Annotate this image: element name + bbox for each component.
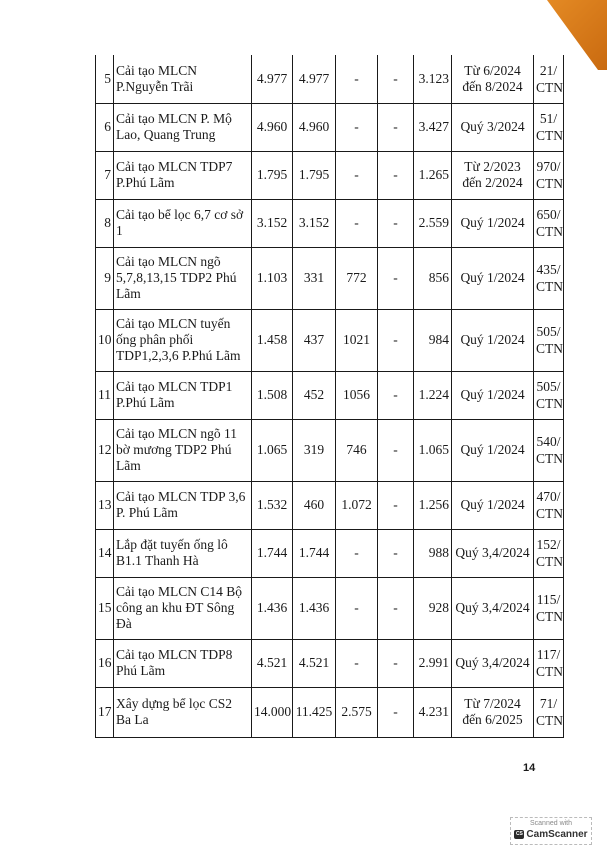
- value-col-3: -: [378, 199, 414, 247]
- total-value: 1.744: [252, 529, 293, 577]
- value-col-2: -: [336, 199, 378, 247]
- schedule-line: Quý 1/2024: [460, 332, 525, 347]
- value-col-1: 1.436: [293, 577, 336, 639]
- decision-line: 970/: [536, 159, 561, 174]
- value-col-1: 319: [293, 419, 336, 481]
- value-col-4: 2.559: [414, 199, 452, 247]
- decision-number: [534, 151, 564, 199]
- schedule-line: Quý 1/2024: [460, 442, 525, 457]
- value-col-1: 452: [293, 371, 336, 419]
- decision-line: CTN: [536, 451, 563, 466]
- schedule-line: Quý 3/2024: [460, 119, 525, 134]
- value-col-4: 928: [414, 577, 452, 639]
- decision-line: 21/: [539, 62, 558, 78]
- total-value: 1.065: [252, 419, 293, 481]
- decision-line: 650/: [536, 207, 561, 222]
- value-col-3: -: [378, 419, 414, 481]
- decision-number: [534, 687, 564, 737]
- total-value: 1.508: [252, 371, 293, 419]
- project-name: Cải tạo MLCN C14 Bộ công an khu ĐT Sông Đà: [114, 577, 252, 639]
- value-col-3: -: [378, 309, 414, 371]
- table-row: [96, 529, 564, 577]
- row-number: 13: [96, 481, 114, 529]
- schedule: [452, 199, 534, 247]
- schedule: [452, 529, 534, 577]
- total-value: 3.152: [252, 199, 293, 247]
- decision-number: [534, 419, 564, 481]
- total-value: 1.532: [252, 481, 293, 529]
- project-name: Cải tạo MLCN P. Mộ Lao, Quang Trung: [114, 103, 252, 151]
- decision-line: 115/: [536, 592, 561, 607]
- value-col-4: 1.265: [414, 151, 452, 199]
- decision-number: [534, 199, 564, 247]
- value-col-1: 11.425: [293, 687, 336, 737]
- decision-line: 152/: [536, 537, 561, 552]
- schedule-line: đến 6/2025: [462, 712, 523, 727]
- value-col-3: -: [378, 151, 414, 199]
- value-col-1: 4.960: [293, 103, 336, 151]
- value-col-3: -: [378, 371, 414, 419]
- value-col-4: 1.065: [414, 419, 452, 481]
- value-col-4: 988: [414, 529, 452, 577]
- total-value: 1.103: [252, 247, 293, 309]
- total-value: 1.436: [252, 577, 293, 639]
- decision-line: CTN: [536, 128, 563, 143]
- decision-number: [534, 55, 564, 103]
- value-col-3: -: [378, 687, 414, 737]
- row-number: 7: [96, 151, 114, 199]
- total-value: 4.521: [252, 639, 293, 687]
- value-col-3: -: [378, 639, 414, 687]
- value-col-4: 984: [414, 309, 452, 371]
- project-name: Cải tạo MLCN P.Nguyễn Trãi: [114, 55, 252, 103]
- decision-line: 505/: [536, 324, 561, 339]
- row-number: 14: [96, 529, 114, 577]
- value-col-2: 1056: [336, 371, 378, 419]
- schedule-line: Quý 1/2024: [460, 215, 525, 230]
- decision-line: CTN: [536, 396, 563, 411]
- decision-line: CTN: [536, 176, 563, 191]
- table-row: [96, 103, 564, 151]
- decision-line: 435/: [536, 262, 561, 277]
- decision-number: [534, 529, 564, 577]
- schedule: [452, 687, 534, 737]
- project-name: Cải tạo MLCN TDP7 P.Phú Lãm: [114, 151, 252, 199]
- value-col-1: 3.152: [293, 199, 336, 247]
- schedule-line: Quý 3,4/2024: [455, 545, 530, 560]
- row-number: 15: [96, 577, 114, 639]
- value-col-4: 3.123: [414, 55, 452, 103]
- total-value: 1.458: [252, 309, 293, 371]
- page-number: 14: [523, 762, 536, 774]
- table-row: [96, 199, 564, 247]
- decision-line: 117/: [536, 647, 561, 662]
- table-row: [96, 371, 564, 419]
- schedule-line: Từ 7/2024: [464, 696, 521, 711]
- schedule: [452, 481, 534, 529]
- schedule: [452, 55, 534, 103]
- value-col-2: 1.072: [336, 481, 378, 529]
- table-row: [96, 687, 564, 737]
- value-col-3: -: [378, 55, 414, 103]
- schedule-line: Quý 3,4/2024: [455, 655, 530, 670]
- decision-line: CTN: [536, 341, 563, 356]
- row-number: 10: [96, 309, 114, 371]
- project-name: Lắp đặt tuyến ống lô B1.1 Thanh Hà: [114, 529, 252, 577]
- decision-line: 71/: [539, 696, 558, 711]
- row-number: 8: [96, 199, 114, 247]
- decision-number: [534, 639, 564, 687]
- decision-line: CTN: [536, 664, 563, 679]
- decision-line: 470/: [536, 489, 561, 504]
- table-row: [96, 577, 564, 639]
- value-col-4: 856: [414, 247, 452, 309]
- value-col-1: 331: [293, 247, 336, 309]
- project-name: Cải tạo MLCN ngõ 5,7,8,13,15 TDP2 Phú Lãm: [114, 247, 252, 309]
- table-row: [96, 481, 564, 529]
- decision-line: CTN: [536, 554, 563, 569]
- row-number: 5: [96, 55, 114, 103]
- value-col-3: -: [378, 529, 414, 577]
- value-col-1: 4.521: [293, 639, 336, 687]
- table-row: [96, 151, 564, 199]
- decision-number: [534, 103, 564, 151]
- watermark-brand: CamScanner: [526, 829, 588, 840]
- schedule-line: đến 8/2024: [462, 78, 523, 94]
- value-col-2: -: [336, 103, 378, 151]
- value-col-1: 1.795: [293, 151, 336, 199]
- row-number: 16: [96, 639, 114, 687]
- schedule: [452, 103, 534, 151]
- schedule: [452, 151, 534, 199]
- row-number: 11: [96, 371, 114, 419]
- decision-number: [534, 371, 564, 419]
- schedule: [452, 577, 534, 639]
- decision-number: [534, 481, 564, 529]
- decision-line: 540/: [536, 434, 561, 449]
- value-col-2: 1021: [336, 309, 378, 371]
- project-name: Cải tạo MLCN ngõ 11 bờ mương TDP2 Phú Lãm: [114, 419, 252, 481]
- schedule: [452, 371, 534, 419]
- value-col-1: 4.977: [293, 55, 336, 103]
- value-col-2: 2.575: [336, 687, 378, 737]
- row-number: 12: [96, 419, 114, 481]
- table-row: [96, 247, 564, 309]
- decision-line: CTN: [536, 713, 563, 728]
- decision-number: [534, 577, 564, 639]
- value-col-1: 460: [293, 481, 336, 529]
- decision-line: CTN: [536, 609, 563, 624]
- schedule-line: Quý 1/2024: [460, 497, 525, 512]
- schedule-line: Từ 2/2023: [464, 159, 521, 174]
- row-number: 6: [96, 103, 114, 151]
- decision-number: [534, 309, 564, 371]
- schedule: [452, 247, 534, 309]
- project-name: Cải tạo MLCN TDP8 Phú Lãm: [114, 639, 252, 687]
- value-col-3: -: [378, 577, 414, 639]
- project-name: Cải tạo MLCN TDP1 P.Phú Lãm: [114, 371, 252, 419]
- schedule-line: Quý 1/2024: [460, 270, 525, 285]
- table-row: [96, 639, 564, 687]
- project-name: Xây dựng bể lọc CS2 Ba La: [114, 687, 252, 737]
- camscanner-watermark: [510, 817, 592, 845]
- camscanner-logo-icon: CS: [515, 831, 523, 837]
- value-col-3: -: [378, 247, 414, 309]
- decision-line: CTN: [536, 224, 563, 239]
- schedule-line: Quý 1/2024: [460, 387, 525, 402]
- project-table: [95, 55, 564, 738]
- table-row: [96, 309, 564, 371]
- project-name: Cải tạo bể lọc 6,7 cơ sở 1: [114, 199, 252, 247]
- watermark-caption: Scanned with: [529, 820, 573, 827]
- value-col-1: 1.744: [293, 529, 336, 577]
- decision-line: CTN: [536, 506, 563, 521]
- schedule-line: Từ 6/2024: [464, 62, 521, 78]
- value-col-3: -: [378, 103, 414, 151]
- value-col-4: 3.427: [414, 103, 452, 151]
- total-value: 1.795: [252, 151, 293, 199]
- decision-line: 51/: [539, 111, 558, 126]
- value-col-2: -: [336, 55, 378, 103]
- value-col-4: 2.991: [414, 639, 452, 687]
- row-number: 17: [96, 687, 114, 737]
- value-col-2: -: [336, 151, 378, 199]
- total-value: 4.960: [252, 103, 293, 151]
- project-name: Cải tạo MLCN TDP 3,6 P. Phú Lãm: [114, 481, 252, 529]
- value-col-2: -: [336, 639, 378, 687]
- value-col-1: 437: [293, 309, 336, 371]
- table-row: [96, 419, 564, 481]
- table-row: [96, 55, 564, 103]
- decision-number: [534, 247, 564, 309]
- total-value: 4.977: [252, 55, 293, 103]
- schedule-line: đến 2/2024: [462, 175, 523, 190]
- decision-line: CTN: [536, 79, 563, 95]
- schedule: [452, 419, 534, 481]
- value-col-3: -: [378, 481, 414, 529]
- value-col-2: -: [336, 529, 378, 577]
- value-col-4: 1.256: [414, 481, 452, 529]
- schedule-line: Quý 3,4/2024: [455, 600, 530, 615]
- value-col-2: 746: [336, 419, 378, 481]
- value-col-2: 772: [336, 247, 378, 309]
- row-number: 9: [96, 247, 114, 309]
- value-col-4: 1.224: [414, 371, 452, 419]
- decision-line: CTN: [536, 279, 563, 294]
- total-value: 14.000: [252, 687, 293, 737]
- schedule: [452, 639, 534, 687]
- project-name: Cải tạo MLCN tuyến ống phân phối TDP1,2,3,6 P.Phú Lãm: [114, 309, 252, 371]
- decision-line: 505/: [536, 379, 561, 394]
- value-col-4: 4.231: [414, 687, 452, 737]
- schedule: [452, 309, 534, 371]
- value-col-2: -: [336, 577, 378, 639]
